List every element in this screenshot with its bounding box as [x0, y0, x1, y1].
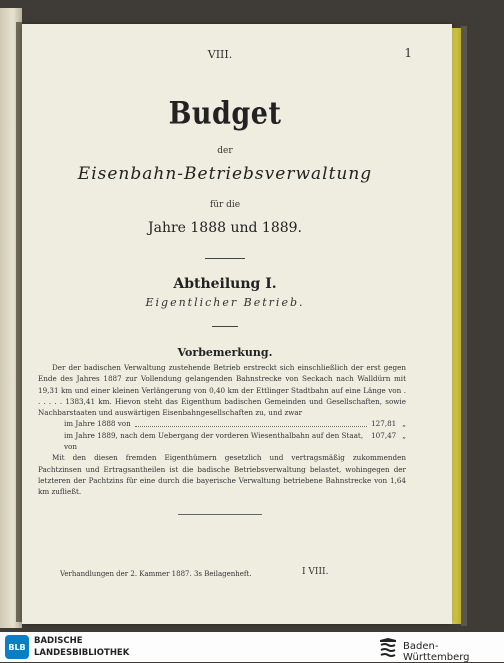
title-fuer-die: für die — [209, 200, 241, 210]
document-title: Budget — [168, 95, 282, 132]
amount-value: 127,81 — [371, 419, 397, 429]
section-heading: Abtheilung I. — [173, 276, 277, 292]
divider-rule — [212, 326, 238, 327]
library-name-line1: BADISCHE — [34, 636, 83, 646]
library-name[interactable] — [34, 635, 129, 659]
preliminary-heading: Vorbemerkung. — [177, 346, 273, 359]
blb-logo-icon[interactable]: BLB — [5, 635, 29, 659]
amount-value: 107,47 — [371, 430, 397, 440]
divider-rule — [178, 514, 262, 515]
amount-row — [38, 418, 406, 429]
amount-row — [38, 430, 406, 453]
amount-unit: „ — [402, 430, 406, 440]
footer-signature: I VIII. — [302, 567, 329, 577]
amount-label: im Jahre 1888 von — [64, 419, 131, 429]
branding-bar — [0, 632, 504, 662]
document-subtitle: Eisenbahn-Betriebsverwaltung — [77, 164, 373, 184]
title-der: der — [217, 146, 233, 156]
library-name-line2: LANDESBIBLIOTHEK — [34, 648, 130, 658]
leader-dots — [135, 418, 367, 426]
state-coat-of-arms-icon[interactable] — [378, 636, 398, 658]
paragraph: Mit den diesen fremden Eigenthümern gesetzlich und vertragsmäßig zukommenden Pachtzinsen und Ertragsantheilen ist die badische Betriebsverwaltung belastet, wohingegen der letzteren der Pachtzins für eine durch die bayerische Verwaltung betriebene Bahnstrecke von 1,64 km zufließt. — [38, 453, 406, 497]
page-number: 1 — [404, 46, 412, 60]
divider-rule — [205, 258, 245, 259]
preliminary-text — [38, 362, 406, 498]
footer-source: Verhandlungen der 2. Kammer 1887. 3s Beilagenheft. — [60, 570, 252, 578]
section-roman-numeral: VIII. — [207, 48, 233, 61]
book-cover-edge — [461, 26, 467, 626]
state-name[interactable]: Baden-Württemberg — [403, 641, 470, 663]
paragraph: Der der badischen Verwaltung zustehende Betrieb erstreckt sich einschließlich der erst gegen Ende des Jahres 1887 zur Vollendung gelangenden Bahnstrecke von Seckach nach Walldürn mit 19,31 km und einer kleinen Verlängerung von 0,40 km der Ettlinger Stadtbahn auf eine Länge von . . . . . . 1383,41 km. Hievon steht das Eigenthum badischen Gemeinden und Gesellschaften, sowie Nachbarstaaten und auswärtigen Eisenbahngesellschaften zu, und zwar — [38, 363, 406, 418]
document-years: Jahre 1888 und 1889. — [147, 220, 302, 236]
amount-unit: „ — [402, 419, 406, 429]
amount-label: im Jahre 1889, nach dem Uebergang der vorderen Wiesenthalbahn auf den Staat, von — [64, 430, 364, 452]
section-subheading: Eigentlicher Betrieb. — [145, 296, 305, 309]
